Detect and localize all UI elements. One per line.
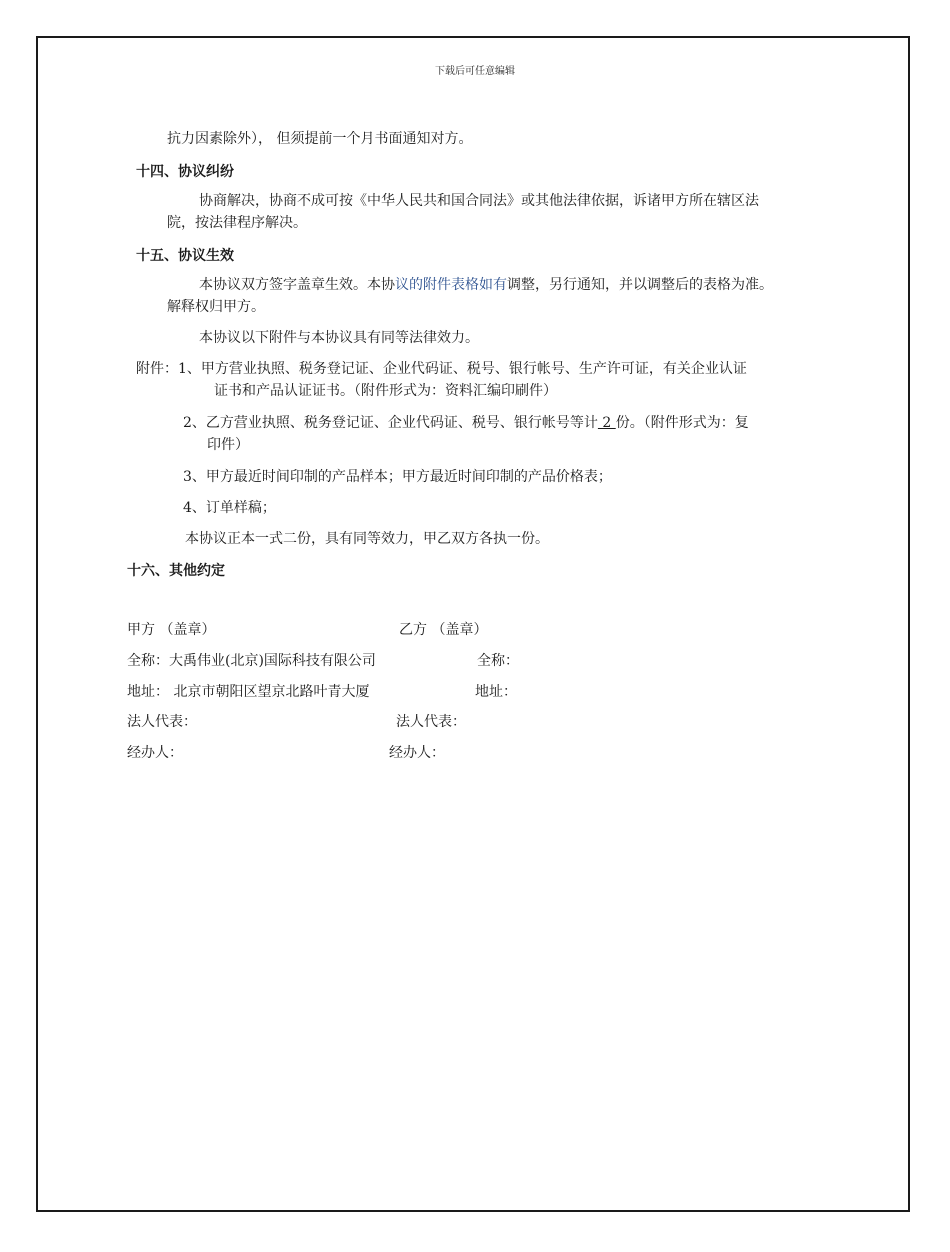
section-14-line-1: 协商解决，协商不成可按《中华人民共和国合同法》或其他法律依据，诉诸甲方所在辖区法 [199,193,759,209]
section-15-title: 十五、协议生效 [136,248,234,264]
party-b-legal-rep: 法人代表： [396,714,466,730]
section-15-line-2: 解释权归甲方。 [167,299,265,315]
section-15-line-1a: 本协议双方签字盖章生效。本协 [199,277,395,293]
attachment-2-count: 2 [597,415,616,431]
party-b-seal: 乙方 （盖章） [399,622,488,638]
attachment-3: 3、甲方最近时间印制的产品样本；甲方最近时间印制的产品价格表； [183,469,612,485]
continued-text: 抗力因素除外）， 但须提前一个月书面通知对方。 [167,131,473,147]
copies-statement: 本协议正本一式二份，具有同等效力，甲乙双方各执一份。 [185,531,549,547]
party-a-fullname: 全称：大禹伟业(北京)国际科技有限公司 [127,653,376,669]
section-15-line-1c: 调整，另行通知，并以调整后的表格为准。 [507,277,773,293]
section-16-title: 十六、其他约定 [127,563,225,579]
section-14-line-2: 院，按法律程序解决。 [167,215,307,231]
section-15-line-3: 本协议以下附件与本协议具有同等法律效力。 [199,330,479,346]
section-14-title: 十四、协议纠纷 [136,164,234,180]
header-note: 下载后可任意编辑 [435,66,515,77]
attachment-1-line-1: 附件：1、甲方营业执照、税务登记证、企业代码证、税号、银行帐号、生产许可证，有关企业认证 [136,361,747,377]
party-a-address: 地址： 北京市朝阳区望京北路叶青大厦 [127,684,370,700]
party-b-handler: 经办人： [389,745,445,761]
attachment-1-line-2: 证书和产品认证证书。（附件形式为：资料汇编印刷件） [214,383,557,399]
party-b-fullname: 全称： [477,653,519,669]
party-a-legal-rep: 法人代表： [127,714,197,730]
section-15-line-1 [199,275,773,295]
attachment-2-line-1 [183,413,749,433]
attachment-2-text-a: 2、乙方营业执照、税务登记证、企业代码证、税号、银行帐号等计 [183,415,598,431]
attachment-2-text-b: 份。（附件形式为：复 [615,415,749,431]
party-a-handler: 经办人： [127,745,183,761]
party-a-seal: 甲方 （盖章） [127,622,216,638]
party-b-address: 地址： [475,684,517,700]
attachment-4: 4、订单样稿； [183,500,276,516]
section-15-line-1b: 议的附件表格如有 [395,277,507,293]
attachment-2-line-2: 印件） [207,437,249,453]
